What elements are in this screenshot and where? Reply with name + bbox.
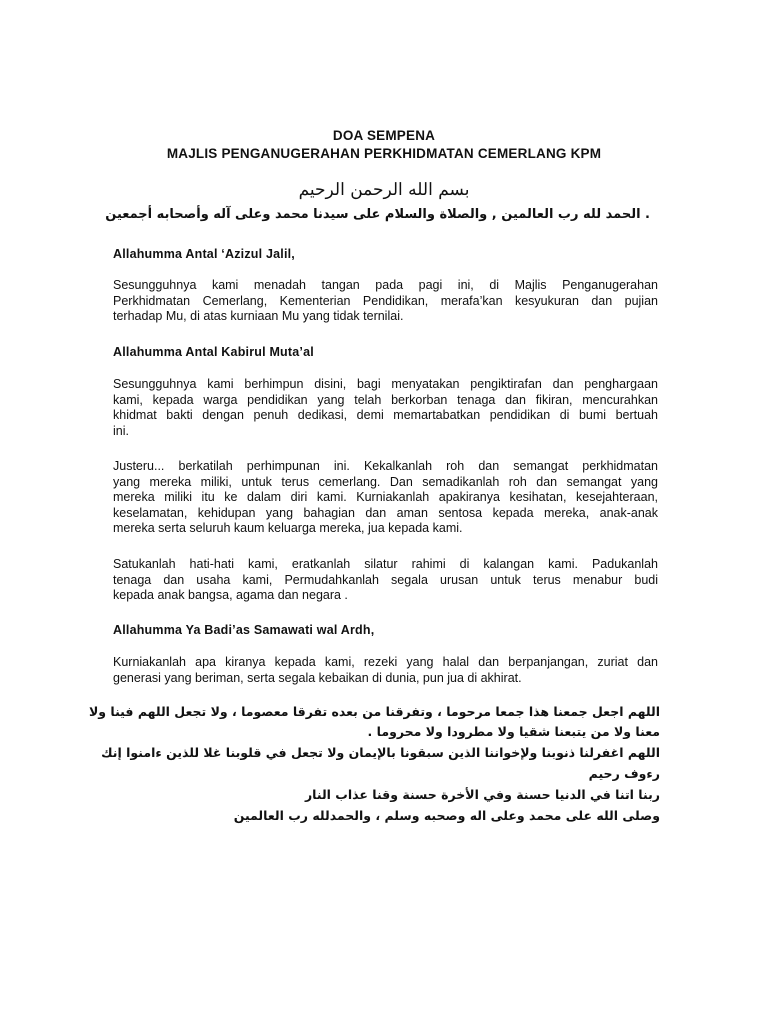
paragraph-line: Perkhidmatan Cemerlang, Kementerian Pendidikan, merafa’kan kesyukuran dan pujian xyxy=(113,293,658,308)
bismillah: بسم الله الرحمن الرحيم xyxy=(298,180,470,200)
paragraph-line: khidmat bakti dengan penuh dedikasi, demi memartabatkan pendidikan di bumi bertuah xyxy=(113,408,658,423)
paragraph xyxy=(113,655,658,686)
paragraph-line: tenaga dan usaha kami, Permudahkanlah segala urusan untuk terus menabur budi xyxy=(113,572,658,587)
paragraph-line: keselamatan, kehidupan yang bahagian dan aman sentosa kepada mereka, anak-anak xyxy=(113,505,658,520)
section-heading: Allahumma Ya Badi’as Samawati wal Ardh, xyxy=(113,623,375,637)
paragraph-line: mereka miliki itu ke dalam diri kami. Kurniakanlah apakiranya kesihatan, kesejahteraan, xyxy=(113,490,658,505)
paragraph-line: Justeru... berkatilah perhimpunan ini. Kekalkanlah roh dan semangat perkhidmatan xyxy=(113,459,658,473)
paragraph-line: terhadap Mu, di atas kurniaan Mu yang tidak ternilai. xyxy=(113,309,404,324)
paragraph xyxy=(113,278,658,325)
dua-line: ربنا اتنا في الدنيا حسنة وفي الأخرة حسنة وقنا عذاب النار xyxy=(304,787,660,802)
section-heading: Allahumma Antal Kabirul Muta’al xyxy=(113,345,314,359)
paragraph-line: Satukanlah hati-hati kami, eratkanlah silatur rahimi di kalangan kami. Padukanlah xyxy=(113,557,658,571)
section-heading: Allahumma Antal ‘Azizul Jalil, xyxy=(113,247,295,261)
paragraph xyxy=(113,377,658,439)
dua-line: اللهم اجعل جمعنا هذا جمعا مرحوما ، وتفرقنا من بعده تفرقا معصوما ، ولا تجعل اللهم فينا ولا xyxy=(88,704,660,719)
title-line-1: DOA SEMPENA xyxy=(332,128,436,143)
title-line-2: MAJLIS PENGANUGERAHAN PERKHIDMATAN CEMERLANG KPM xyxy=(166,146,602,161)
dua-line: اللهم اغفرلنا ذنوبنا ولإخواننا الذين سبقونا بالإيمان ولا تجعل في قلوبنا غلا للذين ءامنوا إنك xyxy=(101,745,660,760)
paragraph-line: Kurniakanlah apa kiranya kepada kami, rezeki yang halal dan berpanjangan, zuriat dan xyxy=(113,655,658,669)
paragraph-line: kepada anak bangsa, agama dan negara . xyxy=(113,588,348,603)
paragraph xyxy=(113,459,658,537)
paragraph-line: mereka serta seluruh kaum keluarga mereka, jua kepada kami. xyxy=(113,521,463,536)
paragraph xyxy=(113,557,658,604)
dua-line: وصلى الله على محمد وعلى اله وصحبه وسلم ، والحمدلله رب العالمين xyxy=(233,808,660,823)
dua-line: معنا ولا من يتبعنا شقيا ولا مطرودا ولا محروما . xyxy=(367,724,660,739)
paragraph-line: generasi yang beriman, serta segala kebaikan di dunia, pun jua di akhirat. xyxy=(113,670,522,685)
paragraph-line: ini. xyxy=(113,423,129,438)
paragraph-line: kami, kepada warga pendidikan yang telah berkorban tenaga dan fikiran, mencurahkan xyxy=(113,392,658,407)
hamdalah: . الحمد لله رب العالمين , والصلاة والسلام على سيدنا محمد وعلى آله وأصحابه أجمعين xyxy=(105,207,650,222)
paragraph-line: yang mereka miliki, untuk terus cemerlang. Dan semadikanlah roh dan semangat yang xyxy=(113,474,658,489)
paragraph-line: Sesungguhnya kami menadah tangan pada pagi ini, di Majlis Penganugerahan xyxy=(113,278,658,292)
dua-line: رءوف رحيم xyxy=(588,766,660,781)
paragraph-line: Sesungguhnya kami berhimpun disini, bagi menyatakan pengiktirafan dan penghargaan xyxy=(113,377,658,391)
